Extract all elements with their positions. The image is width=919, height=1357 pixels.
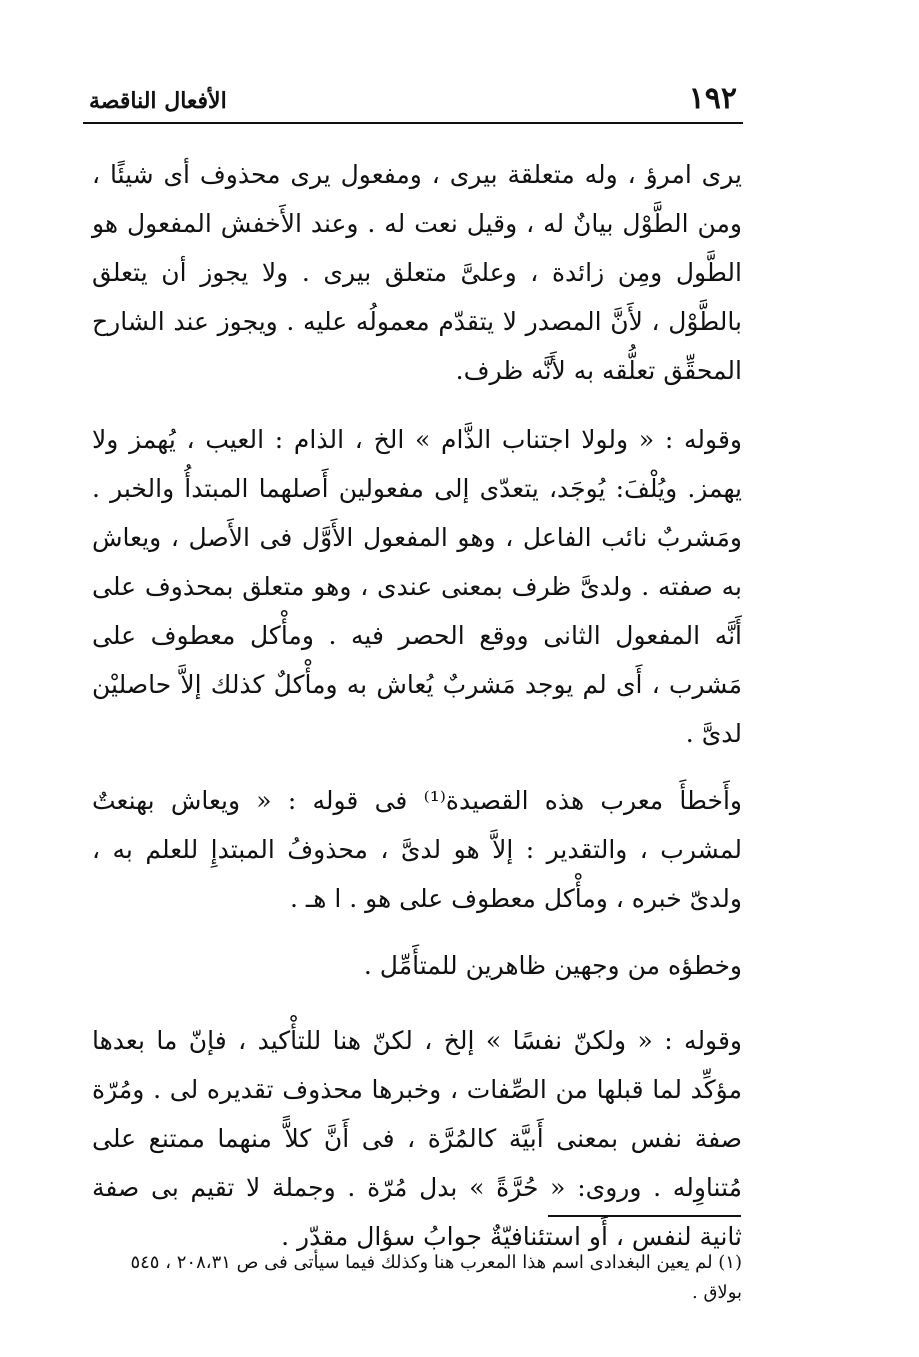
paragraph-5: وقوله : « ولكنّ نفسًا » إلخ ، لكنّ هنا للتأْكيد ، فإنّ ما بعدها مؤكِّد لما قبلها من الصِّفات ، وخبرها محذوف تقديره لى . ومُرّة صفة نفس بمعنى أَبيَّة كالمُرَّة ، فى أَنَّ كلاًّ منهما ممتنع على مُتناوِله . وروى: « حُرَّةً » بدل مُرّة . وجملة لا تقيم بى صفة ثانية لنفس ، أَو استئنافيّةٌ جوابُ سؤال مقدّر . bbox=[92, 1026, 742, 1251]
footnote-divider bbox=[548, 1215, 741, 1217]
paragraph-1: يرى امرؤ ، وله متعلقة بيرى ، ومفعول يرى محذوف أى شيئًا ، ومن الطَّوْل بيانٌ له ، وقيل نعت له . وعند الأَخفش المفعول هو الطَّول ومِن زائدة ، وعلىَّ متعلق بيرى . ولا يجوز أن يتعلق بالطَّوْل ، لأَنَّ المصدر لا يتقدّم معمولُه عليه . ويجوز عند الشارح المحقِّق تعلُّقه به لأَنَّه ظرف. bbox=[92, 160, 742, 385]
main-text bbox=[92, 150, 742, 1261]
paragraph-2: وقوله : « ولولا اجتناب الذَّام » الخ ، الذام : العيب ، يُهمز ولا يهمز. ويُلْفَ: يُوجَد، يتعدّى إلى مفعولين أَصلهما المبتدأُ والخبر . ومَشربٌ نائب الفاعل ، وهو المفعول الأَوَّل فى الأَصل ، ويعاش به صفته . ولدىَّ ظرف بمعنى عندى ، وهو متعلق بمحذوف على أَنَّه المفعول الثانى ووقع الحصر فيه . ومأْكل معطوف على مَشرب ، أَى لم يوجد مَشربٌ يُعاش به ومأْكلٌ كذلك إلاَّ حاصليْن لدىَّ . bbox=[92, 425, 742, 748]
running-title: الأفعال الناقصة bbox=[89, 88, 227, 114]
paragraph-3: وأَخطأَ معرب هذه القصيدة⁽¹⁾ فى قوله : « ويعاش بهنعتٌ لمشرب ، والتقدير : إلاَّ هو لدىَّ ، محذوفُ المبتدإِ للعلم به ، ولدىّ خبره ، ومأْكل معطوف على هو . ا هـ . bbox=[92, 786, 743, 913]
page-header bbox=[83, 82, 743, 124]
page-number: ١٩٢ bbox=[688, 81, 737, 116]
footnote: (١) لم يعين البغدادى اسم هذا المعرب هنا وكذلك فيما سيأتى فى ص ٢٠٨،٣١ ، ٥٤٥ بولاق . bbox=[130, 1252, 742, 1303]
paragraph-4: وخطؤه من وجهين ظاهرين للمتأَمِّل . bbox=[363, 951, 742, 980]
